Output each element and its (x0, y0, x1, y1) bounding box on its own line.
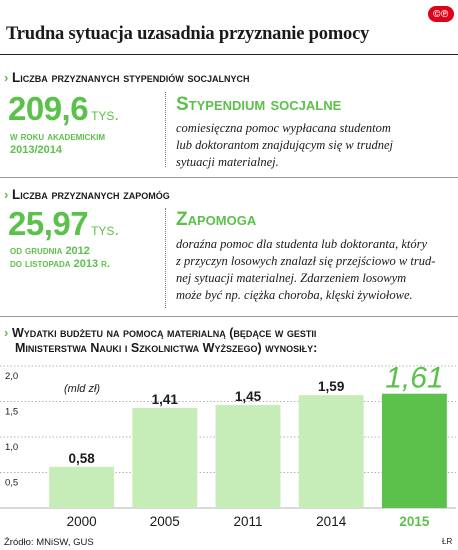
source-note: Źródło: MNiSW, GUS (4, 537, 94, 548)
bar (382, 394, 447, 508)
arrow-icon: › (4, 187, 12, 202)
page-title: Trudna sytuacja uzasadnia przyznanie pomocy (6, 24, 370, 44)
scholarship-definition: comiesięczna pomoc wypłacana studentom lub doktorantom znajdującym się w trudnej sytuacji materialnej. (176, 121, 393, 169)
data-label: 0,58 (68, 450, 95, 466)
data-label: 1,41 (151, 391, 178, 407)
y-tick-label: 1,5 (5, 406, 19, 418)
x-tick-label: 2014 (316, 514, 347, 529)
data-label: 1,59 (318, 379, 345, 395)
grant-definition-title: Zapomoga (176, 209, 257, 230)
grant-definition: doraźna pomoc dla studenta lub doktoranta, który z przyczyn losowych znalazł się przejściowo w trud- nej sytuacji materialnej. Zdarzeniem losowym może być np. ciężka choroba, klęski żywiołowe. (176, 237, 436, 302)
bar (299, 395, 364, 508)
arrow-icon: › (4, 325, 12, 340)
y-unit-label: (mld zł) (64, 383, 101, 395)
y-tick-label: 2,0 (5, 371, 19, 382)
arrow-icon: › (4, 70, 12, 85)
bar (49, 467, 114, 508)
y-tick-label: 0,5 (5, 477, 19, 489)
x-tick-label: 2000 (66, 514, 97, 529)
x-tick-label: 2011 (233, 514, 263, 529)
y-tick-label: 1,0 (5, 442, 19, 453)
bar (132, 408, 197, 508)
scholarship-period: w roku akademickim 2013/2014 (10, 131, 105, 156)
publisher-logo: ©℗ (428, 6, 454, 22)
grant-count: 25,97 tys. (8, 205, 120, 242)
grant-period: od grudnia 2012 do listopada 2013 r. (10, 245, 110, 270)
bar (216, 405, 281, 508)
section1-heading: › Liczba przyznanych stypendiów socjalnych (4, 70, 250, 85)
x-tick-label: 2015 (399, 514, 430, 529)
x-tick-label: 2005 (149, 514, 180, 529)
chart-heading: › Wydatki budżetu na pomocą materialną (będące w gestii Ministerstwa Nauki i Szkolnictwa Wyższego) wynosiły: (4, 325, 318, 355)
data-label: 1,45 (234, 389, 262, 405)
scholarship-count: 209,6 tys. (8, 90, 120, 127)
section2-heading: › Liczba przyznanych zapomóg (4, 187, 170, 202)
scholarship-definition-title: Stypendium socjalne (176, 94, 342, 115)
author-initials: ŁR (442, 537, 453, 546)
data-label: 1,61 (385, 361, 444, 395)
